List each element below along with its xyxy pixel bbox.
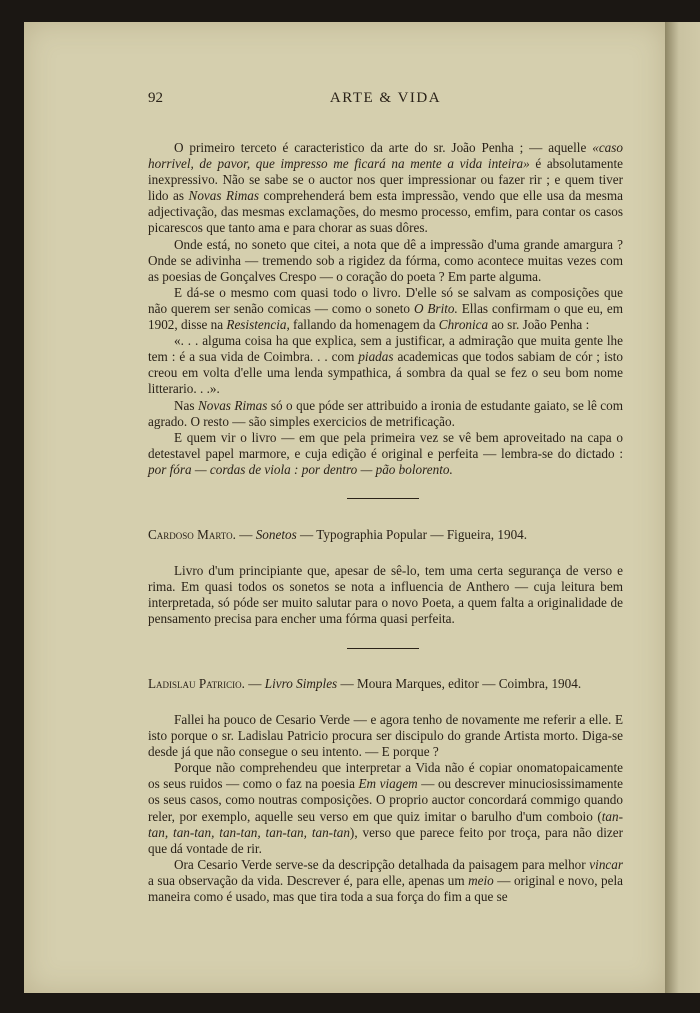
paragraph: E quem vir o livro — em que pela primeira vez se vê bem aproveitado na capa o detestavel papel marmore, e cuja edição é original e perfeita — lembra-se do dictado : por fóra — cordas de viola : por dentro — pão bolorento. bbox=[148, 429, 623, 477]
paragraph: Onde está, no soneto que citei, a nota que dê a impressão d'uma grande amargura ? Onde se adivinha — tremendo sob a rigidez da fórma, como acontece muitas vezes com as poesias de Gonçalves Crespo — o coração do poeta ? Em parte alguma. bbox=[148, 236, 623, 284]
block-quote: «. . . alguma coisa ha que explica, sem a justificar, a admiração que muita gente lhe tem : é a sua vida de Coimbra. . . com piadas academicas que todos sabiam de cór ; isto creou em volta d'elle uma lenda sympathica, á sombra da qual se fez o seu bom nome litterario. . .». bbox=[148, 333, 623, 397]
paragraph: Ora Cesario Verde serve-se da descripção detalhada da paisagem para melhor vincar a sua observação da vida. Descrever é, para elle, apenas um meio — original e novo, pela maneira como é usado, mas que tira toda a sua força do fim a que se bbox=[148, 856, 623, 905]
page-header bbox=[148, 90, 623, 110]
paragraph: O primeiro terceto é caracteristico da arte do sr. João Penha ; — aquelle «caso horrivel, de pavor, que impresso me ficará na mente a vida inteira» é absolutamente inexpressivo. Não se sabe se o auctor nos quer impressionar ou fazer rir ; e quem tiver lido as Novas Rimas comprehenderá bem esta impressão, vendo que elle usa da mesma adjectivação, das mesmas exclamações, do mesmo processo, emfim, para contar os casos picarescos que tanto ama e para chorar as suas dôres. bbox=[148, 140, 624, 236]
paragraph: Fallei ha pouco de Cesario Verde — e agora tenho de novamente me referir a elle. E isto porque o sr. Ladislau Patricio procura ser discipulo do grande Artista morto. Diga-se desde já que não consegue o seu intento. — E porque ? bbox=[148, 712, 623, 760]
book-title: Sonetos bbox=[255, 527, 297, 542]
next-page-edge bbox=[665, 22, 700, 993]
section-divider bbox=[347, 498, 419, 499]
paragraph: E dá-se o mesmo com quasi todo o livro. D'elle só se salvam as composições que não querem ser senão comicas — como o soneto O Brito. Ellas confirmam o que eu, em 1902, disse na Resistencia, fallando da homenagem da Chronica ao sr. João Penha : bbox=[148, 284, 623, 333]
review-heading-ladislau-patricio: Ladislau Patricio. — Livro Simples — Moura Marques, editor — Coimbra, 1904. bbox=[148, 676, 582, 691]
author-name: Ladislau Patricio. bbox=[148, 676, 245, 691]
paragraph: Nas Novas Rimas só o que póde ser attribuido a ironia de estudante gaiato, se lê com agrado. O resto — são simples exercicios de metrificação. bbox=[148, 397, 624, 429]
page-number: 92 bbox=[148, 90, 163, 106]
paragraph: Livro d'um principiante que, apesar de sê-lo, tem uma certa segurança de verso e rima. Em quasi todos os sonetos se nota a influencia de Anthero — cuja leitura bem interpretada, só póde ser muito salutar para o novo Poeta, a quem falta a originalidade de pensamento precisa para encher uma fórma quasi perfeita. bbox=[148, 563, 623, 627]
section-critique-joao-penha bbox=[148, 140, 623, 478]
publisher-info: — Moura Marques, editor — Coimbra, 1904. bbox=[337, 676, 582, 691]
paragraph: Porque não comprehendeu que interpretar a Vida não é copiar onomatopaicamente os seus ruidos — como o faz na poesia Em viagem — ou descrever minuciosissimamente os seus casos, como noutras composições. O proprio auctor concordará commigo quando reler, por exemplo, aquelle seu verso em que quiz imitar o barulho d'um comboio (tan-tan, tan-tan, tan-tan, tan-tan, tan-tan), verso que parece feito por troça, para não dizer que dá vontade de rir. bbox=[148, 760, 623, 856]
author-name: Cardoso Marto. bbox=[148, 527, 236, 542]
section-divider bbox=[347, 648, 419, 649]
review-heading-cardoso-marto: Cardoso Marto. — Sonetos — Typographia Popular — Figueira, 1904. bbox=[148, 527, 528, 542]
running-title: ARTE & VIDA bbox=[329, 90, 442, 106]
review-body-cardoso-marto bbox=[148, 563, 623, 627]
publisher-info: — Typographia Popular — Figueira, 1904. bbox=[296, 527, 528, 542]
review-body-ladislau-patricio bbox=[148, 712, 623, 905]
book-title: Livro Simples bbox=[264, 676, 338, 691]
